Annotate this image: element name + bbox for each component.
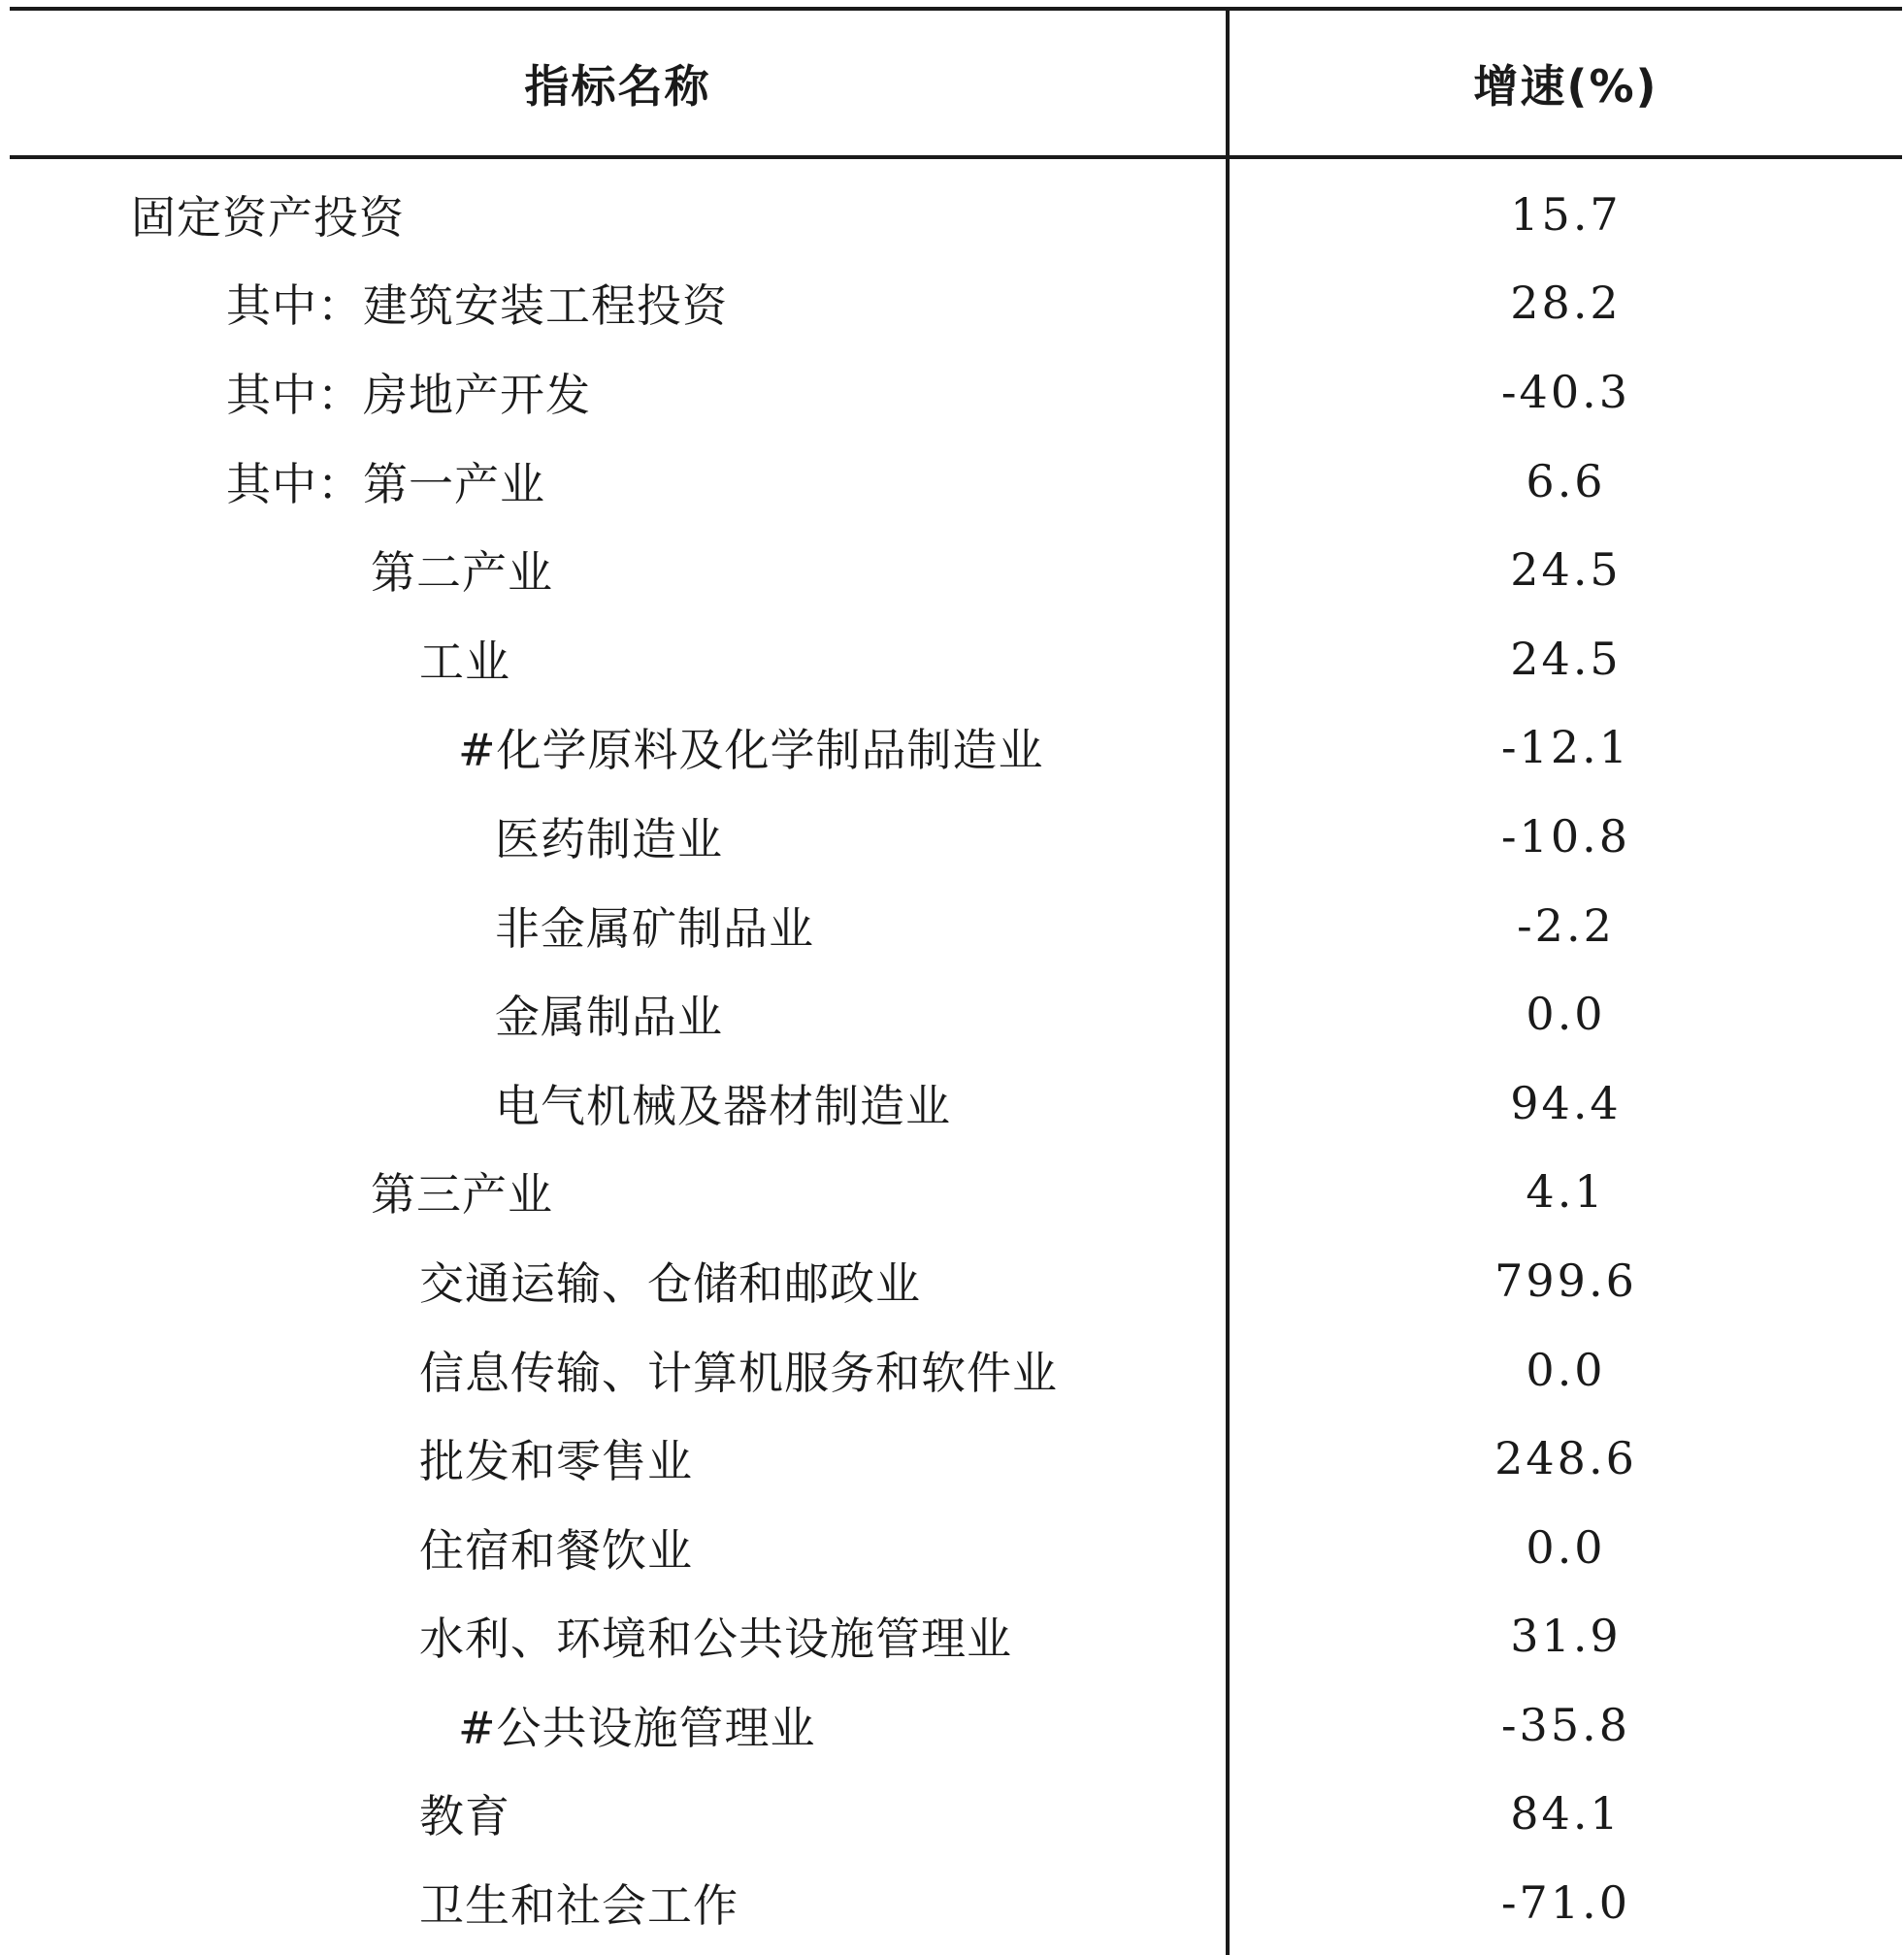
table-row bbox=[0, 1236, 1904, 1325]
row-label: 教育 bbox=[419, 1790, 510, 1843]
row-value: 0.0 bbox=[1526, 1343, 1606, 1396]
row-value: 0.0 bbox=[1526, 1520, 1606, 1574]
row-value: 24.5 bbox=[1510, 543, 1622, 597]
table-row bbox=[0, 437, 1904, 526]
row-label: 金属制品业 bbox=[495, 991, 723, 1044]
row-label: 第二产业 bbox=[371, 546, 553, 600]
row-value: 248.6 bbox=[1494, 1432, 1637, 1485]
row-value: -2.2 bbox=[1517, 898, 1615, 952]
row-label: 医药制造业 bbox=[495, 812, 723, 865]
row-value: 28.2 bbox=[1510, 277, 1622, 330]
table-row bbox=[0, 1325, 1904, 1415]
table-row bbox=[0, 170, 1904, 259]
table-header-rule bbox=[10, 155, 1902, 159]
row-value: -12.1 bbox=[1501, 721, 1630, 774]
row-value: 15.7 bbox=[1510, 187, 1622, 241]
row-label: 水利、环境和公共设施管理业 bbox=[419, 1613, 1012, 1666]
table-row bbox=[0, 1858, 1904, 1947]
row-label: 第三产业 bbox=[371, 1168, 553, 1222]
column-header-growth: 增速(%) bbox=[1473, 59, 1658, 113]
row-label: 工业 bbox=[419, 635, 510, 688]
row-label: 其中：房地产开发 bbox=[226, 368, 591, 421]
table-row bbox=[0, 1414, 1904, 1503]
row-label: 固定资产投资 bbox=[131, 190, 405, 244]
table-row bbox=[0, 525, 1904, 614]
row-label: 卫生和社会工作 bbox=[419, 1879, 739, 1933]
row-value: 6.6 bbox=[1526, 454, 1606, 507]
table-row bbox=[0, 1592, 1904, 1681]
row-value: 799.6 bbox=[1494, 1254, 1637, 1307]
row-label: 交通运输、仓储和邮政业 bbox=[419, 1256, 921, 1310]
table-row bbox=[0, 1503, 1904, 1592]
table-body bbox=[0, 170, 1904, 1947]
table-row bbox=[0, 1059, 1904, 1148]
row-label: #化学原料及化学制品制造业 bbox=[458, 724, 1044, 777]
row-value: -35.8 bbox=[1501, 1698, 1630, 1751]
row-value: 94.4 bbox=[1510, 1076, 1622, 1129]
row-label: 批发和零售业 bbox=[419, 1435, 693, 1488]
table-row bbox=[0, 1680, 1904, 1770]
table-row bbox=[0, 969, 1904, 1059]
row-value: -71.0 bbox=[1501, 1876, 1630, 1930]
table-row bbox=[0, 347, 1904, 437]
row-value: -40.3 bbox=[1501, 365, 1630, 418]
row-label: 住宿和餐饮业 bbox=[419, 1523, 693, 1577]
row-label: 非金属矿制品业 bbox=[495, 901, 814, 955]
table-row bbox=[0, 881, 1904, 970]
row-label: 其中：建筑安装工程投资 bbox=[226, 279, 728, 333]
row-label: #公共设施管理业 bbox=[458, 1701, 816, 1754]
row-label: 电气机械及器材制造业 bbox=[495, 1079, 951, 1132]
table-row bbox=[0, 1770, 1904, 1859]
table-row bbox=[0, 703, 1904, 793]
row-value: 4.1 bbox=[1526, 1165, 1606, 1219]
row-label: 其中：第一产业 bbox=[226, 457, 545, 510]
row-value: 31.9 bbox=[1510, 1610, 1622, 1663]
table-row bbox=[0, 259, 1904, 348]
table-row bbox=[0, 1148, 1904, 1237]
row-value: 0.0 bbox=[1526, 988, 1606, 1041]
column-header-name: 指标名称 bbox=[524, 59, 711, 113]
row-value: 84.1 bbox=[1510, 1787, 1622, 1841]
table-row bbox=[0, 614, 1904, 703]
row-value: -10.8 bbox=[1501, 809, 1630, 863]
table-row bbox=[0, 792, 1904, 881]
row-label: 信息传输、计算机服务和软件业 bbox=[419, 1346, 1058, 1399]
row-value: 24.5 bbox=[1510, 632, 1622, 685]
